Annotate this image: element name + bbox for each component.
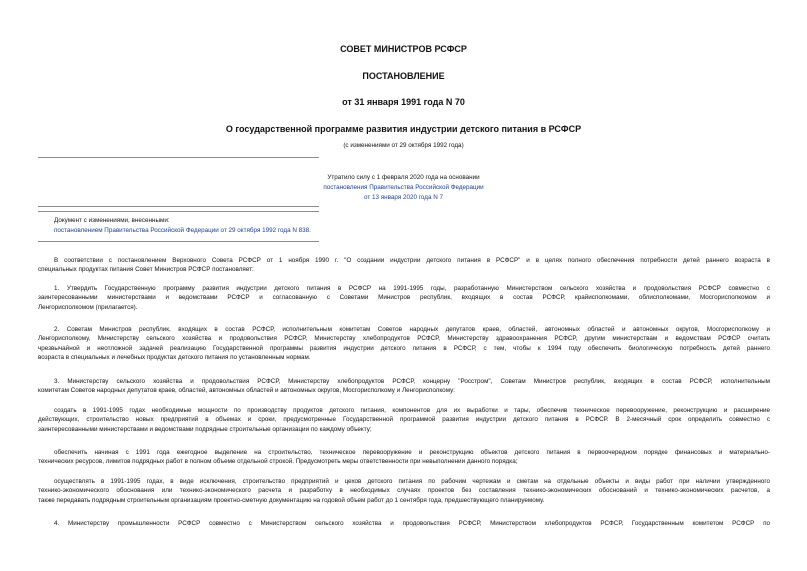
- paragraph-line: Ленгорисполкомом (прилагается).: [38, 303, 138, 311]
- paragraph-line: 2. Советам Министров республик, входящих в состав РСФСР, исполнительным комитетам Советов народных депутатов краев, областей, автономных областей и автономных округов, Мосгорисполкому и: [54, 326, 770, 333]
- paragraph-line: комитетам Советов народных депутатов краев, областей, автономных областей и автономных округов, Мосгорисполкому и Ленгорисполкому:: [38, 387, 455, 395]
- changes-link[interactable]: постановлением Правительства Российской Федерации от 29 октября 1992 года N 838.: [54, 227, 311, 234]
- status-link-document[interactable]: постановления Правительства Российской Федерации: [323, 184, 484, 191]
- amendments-note: (с изменениями от 29 октября 1992 года): [343, 142, 464, 149]
- body-paragraph-6: [38, 477, 770, 505]
- paragraph-line: специальных продуктах питания Совет Министров РСФСР постановляет:: [38, 266, 254, 274]
- changes-label: Документ с изменениями, внесенными:: [54, 217, 170, 224]
- body-paragraph-3: [38, 377, 770, 396]
- paragraph-line: 1. Утвердить Государственную программу развития индустрии детского питания в РСФСР на 1991-1995 годы, разработанную Министерством сельского хозяйства и продовольствия РСФСР совместно с: [54, 285, 770, 292]
- paragraph-line: осуществлять в 1991-1995 годах, в виде исключения, строительство предприятий и цехов детского питания по рабочим чертежам и сметам на отдельные объекты и виды работ при наличии утвержденного: [54, 478, 770, 485]
- body-paragraph-7: [38, 519, 770, 528]
- status-text: Утратило силу с 1 февраля 2020 года на основании: [327, 174, 480, 181]
- paragraph-line: технико-экономического обоснования или технико-экономического расчета и разработку в необходимых случаях проектов без составления технико-экономических обоснований и технико-экономических расчетов, а: [38, 487, 770, 495]
- paragraph-line: 3. Министерству сельского хозяйства и продовольствия РСФСР, Министерству хлебопродуктов РСФСР, концерну "Росстром", Советам Министров республик, входящих в состав РСФСР, исполнительным: [54, 378, 770, 385]
- status-link-date[interactable]: от 13 января 2020 года N 7: [363, 194, 443, 201]
- document-type-heading: ПОСТАНОВЛЕНИЕ: [362, 71, 445, 81]
- divider: [38, 157, 319, 158]
- paragraph-line: также передавать подрядным строительным организациям проектно-сметную документацию на годовой объем работ до 1 сентября года, предшествующего планируемому.: [38, 496, 545, 504]
- body-paragraph-1: [38, 284, 770, 312]
- paragraph-line: обеспечить начиная с 1991 года ежегодное выделение на строительство, техническое перевооружение и реконструкцию объектов детского питания в первоочередном порядке финансовых и материально-: [54, 449, 770, 456]
- paragraph-line: заинтересованными министерствами и ведомствами РСФСР и согласованную с Советами Министров республик, входящих в состав РСФСР, крайисполкомами, облисполкомами, Мосгорисполкомом и: [38, 294, 770, 302]
- paragraph-line: технических ресурсов, лимитов подрядных работ в полном объеме отдельной строкой. Предусмотреть меры ответственности при невыполнении данного порядка;: [38, 458, 518, 466]
- body-paragraph-4: [38, 406, 770, 434]
- body-paragraph-preamble: [38, 256, 770, 275]
- document-date-number: от 31 января 1991 года N 70: [342, 97, 465, 107]
- paragraph-line: создать в 1991-1995 годах необходимые мощности по производству продуктов детского питания, компонентов для их выработки и тары, обеспечив техническое перевооружение, реконструкцию и расширение: [54, 407, 770, 414]
- paragraph-line: Ленгорисполкому, Министерству сельского хозяйства и продовольствия РСФСР, Министерству хлебопродуктов РСФСР, Министерству здравоохранения РСФСР, другим министерствам и ведомствам РСФСР считать: [38, 335, 770, 343]
- divider: [38, 206, 319, 207]
- divider: [38, 211, 319, 212]
- paragraph-line: чрезвычайной и неотложной задачей реализацию Государственной программы развития индустрии детского питания в РСФСР, с тем, чтобы к 1994 году обеспечить биологическую потребность детей раннего: [38, 344, 770, 352]
- paragraph-line: заинтересованными министерствами и ведомствами подрядные строительные организации по каждому объекту;: [38, 425, 372, 433]
- body-paragraph-5: [38, 448, 770, 467]
- paragraph-line: 4. Министерству промышленности РСФСР совместно с Министерством сельского хозяйства и продовольствия РСФСР, Министерством хлебопродуктов РСФСР, Государственным комитетом РСФСР по: [54, 520, 770, 527]
- paragraph-line: возраста в специальных и лечебных продуктах детского питания по установленным нормам.: [38, 354, 311, 362]
- divider: [38, 241, 319, 242]
- paragraph-line: действующих, строительство новых предприятий в объемах и сроки, предусмотренные Государственной программой развития индустрии детского питания в РСФСР. В 2-месячный срок определить совместно с: [38, 416, 770, 424]
- body-paragraph-2: [38, 325, 770, 363]
- issuer-heading: СОВЕТ МИНИСТРОВ РСФСР: [340, 44, 467, 54]
- paragraph-line: В соответствии с постановлением Верховного Совета РСФСР от 1 ноября 1990 г. "О создании индустрии детского питания в РСФСР" и в целях полного обеспечения потребности детей раннего возраста в: [54, 257, 770, 264]
- document-title: О государственной программе развития индустрии детского питания в РСФСР: [225, 124, 582, 134]
